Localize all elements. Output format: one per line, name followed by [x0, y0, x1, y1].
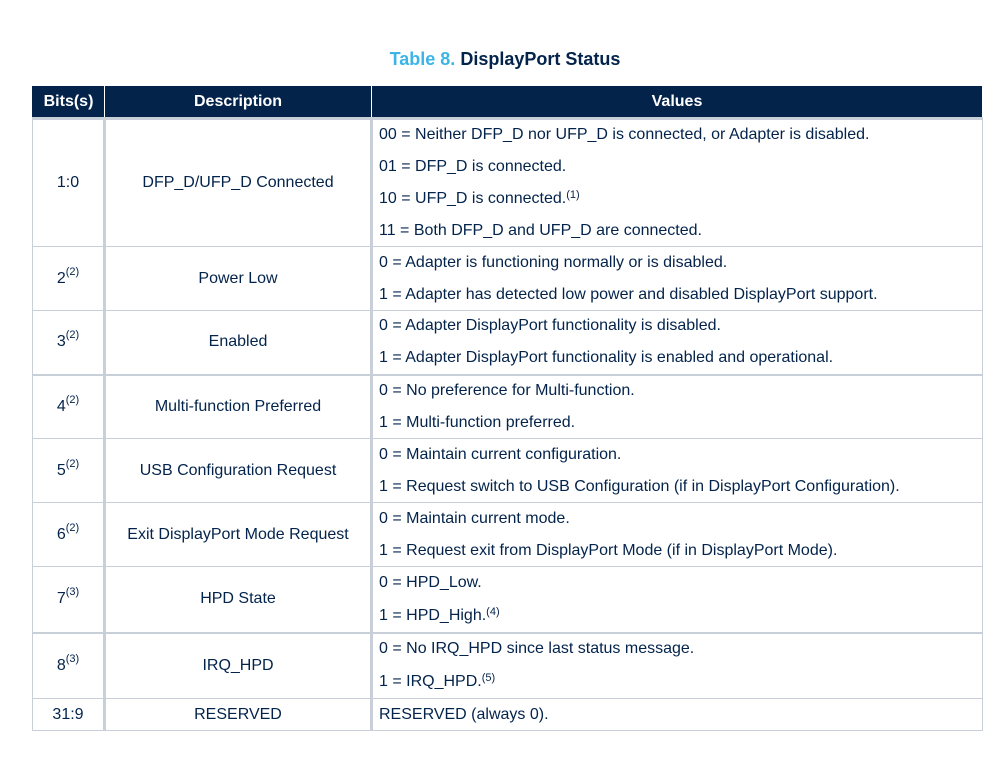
bits-footnote: (3)	[65, 586, 80, 599]
table-row	[33, 699, 983, 731]
values-cell	[372, 247, 983, 311]
value-line	[379, 383, 982, 399]
bits-footnote: (2)	[65, 329, 80, 342]
value-text: 1 = Adapter has detected low power and disabled DisplayPort support.	[379, 285, 878, 303]
value-line	[379, 674, 982, 690]
description-cell: Multi-function Preferred	[105, 375, 372, 439]
value-line	[379, 318, 982, 334]
description-cell: HPD State	[105, 567, 372, 633]
table-row	[33, 119, 983, 247]
value-line	[379, 447, 982, 463]
value-line	[379, 191, 982, 207]
bits-cell	[33, 633, 105, 699]
bits-value: 7	[56, 590, 66, 608]
value-line	[379, 159, 982, 175]
value-text: 1 = IRQ_HPD.	[379, 673, 482, 691]
description-cell: USB Configuration Request	[105, 439, 372, 503]
value-text: 0 = Adapter is functioning normally or is disabled.	[379, 253, 728, 271]
header-description: Description	[105, 86, 372, 119]
bits-cell	[33, 311, 105, 375]
bits-value: 8	[56, 656, 66, 674]
bits-cell	[33, 567, 105, 633]
value-line	[379, 605, 982, 624]
value-footnote: (5)	[481, 672, 496, 685]
value-text: 0 = Adapter DisplayPort functionality is disabled.	[379, 317, 721, 335]
value-text: 10 = UFP_D is connected.	[379, 190, 567, 207]
bits-cell	[33, 375, 105, 439]
values-cell	[372, 633, 983, 699]
bits-cell	[33, 439, 105, 503]
value-text: 1 = Adapter DisplayPort functionality is enabled and operational.	[379, 349, 834, 367]
value-footnote: (4)	[486, 605, 500, 618]
table-row	[33, 439, 983, 503]
description-cell: Enabled	[105, 311, 372, 375]
value-text: RESERVED (always 0).	[379, 705, 549, 723]
bits-cell	[33, 503, 105, 567]
bits-footnote: (3)	[65, 652, 80, 665]
description-cell: RESERVED	[105, 699, 372, 731]
values-cell	[372, 503, 983, 567]
value-line	[379, 641, 982, 657]
value-line	[379, 575, 982, 591]
value-text: 0 = Maintain current configuration.	[379, 445, 622, 463]
bits-value: 3	[56, 333, 66, 351]
bits-value: 4	[56, 397, 66, 415]
bits-value: 5	[56, 461, 66, 479]
description-cell: DFP_D/UFP_D Connected	[105, 119, 372, 247]
value-text: 0 = HPD_Low.	[379, 573, 482, 591]
value-line	[379, 479, 982, 495]
values-cell	[372, 119, 983, 247]
value-footnote: (1)	[566, 189, 580, 201]
table-caption	[0, 49, 987, 70]
value-text: 0 = No IRQ_HPD since last status message.	[379, 640, 695, 658]
value-line	[379, 511, 982, 527]
value-text: 00 = Neither DFP_D nor UFP_D is connected, or Adapter is disabled.	[379, 126, 870, 143]
bits-footnote: (2)	[65, 265, 80, 278]
displayport-status-table	[32, 85, 983, 731]
table-number: Table 8.	[389, 49, 456, 69]
value-line	[379, 223, 982, 239]
bits-cell	[33, 247, 105, 311]
bits-value: 2	[56, 269, 66, 287]
value-line	[379, 707, 982, 723]
table-row	[33, 503, 983, 567]
values-cell	[372, 439, 983, 503]
header-values: Values	[372, 86, 983, 119]
value-line	[379, 127, 982, 143]
bits-footnote: (2)	[65, 457, 80, 470]
value-text: 1 = HPD_High.	[379, 606, 487, 624]
bits-cell	[33, 119, 105, 247]
values-cell	[372, 567, 983, 633]
bits-value: 31:9	[52, 705, 84, 723]
bits-value: 1:0	[56, 174, 80, 191]
bits-footnote: (2)	[65, 521, 80, 534]
header-row	[33, 86, 983, 119]
table-title: DisplayPort Status	[460, 49, 621, 69]
value-text: 1 = Request switch to USB Configuration (if in DisplayPort Configuration).	[379, 477, 900, 495]
table-row	[33, 247, 983, 311]
table-row	[33, 567, 983, 633]
table-row	[33, 311, 983, 375]
values-cell	[372, 311, 983, 375]
table-body	[33, 119, 983, 731]
value-text: 0 = No preference for Multi-function.	[379, 381, 635, 399]
bits-cell	[33, 699, 105, 731]
bits-footnote: (2)	[65, 393, 80, 406]
value-text: 01 = DFP_D is connected.	[379, 158, 567, 175]
header-bits: Bits(s)	[33, 86, 105, 119]
value-text: 11 = Both DFP_D and UFP_D are connected.	[379, 222, 702, 239]
value-text: 1 = Multi-function preferred.	[379, 413, 576, 431]
value-line	[379, 415, 982, 431]
description-cell: Exit DisplayPort Mode Request	[105, 503, 372, 567]
value-line	[379, 287, 982, 303]
value-line	[379, 543, 982, 559]
description-cell: Power Low	[105, 247, 372, 311]
description-cell: IRQ_HPD	[105, 633, 372, 699]
bits-value: 6	[56, 525, 66, 543]
value-line	[379, 255, 982, 271]
value-text: 0 = Maintain current mode.	[379, 509, 570, 527]
value-line	[379, 350, 982, 366]
values-cell	[372, 375, 983, 439]
values-cell	[372, 699, 983, 731]
table-row	[33, 633, 983, 699]
value-text: 1 = Request exit from DisplayPort Mode (if in DisplayPort Mode).	[379, 541, 838, 559]
table-row	[33, 375, 983, 439]
